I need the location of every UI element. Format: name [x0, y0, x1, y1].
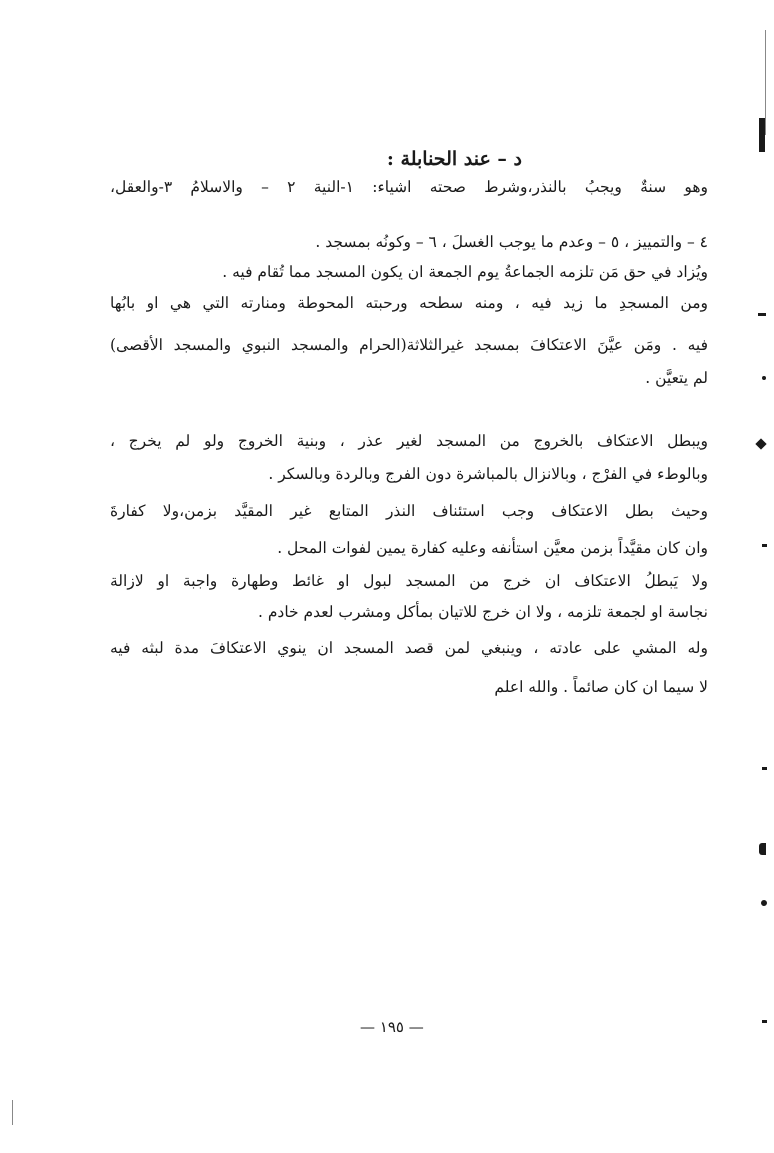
text-line-4: ومن المسجدِ ما زيد فيه ، ومنه سطحه ورحبته المحوطة ومنارته التي هي او بابُها [110, 294, 708, 312]
text-line-1: وهو سنةٌ ويجبُ بالنذر،وشرط صحته اشياء: ١-النية ٢ – والاسلامُ ٣-والعقل، [110, 178, 708, 196]
section-heading: د – عند الحنابلة : [386, 148, 522, 170]
text-line-2: ٤ – والتمييز ، ٥ – وعدم ما يوجب الغسلَ ، ٦ – وكونُه بمسجد . [315, 233, 708, 251]
text-line-14: لا سيما ان كان صائماً . والله اعلم [494, 678, 708, 696]
text-line-5: فيه . ومَن عيَّنَ الاعتكافَ بمسجد غيرالثلاثة(الحرام والمسجد النبوي والمسجد الأقصى) [110, 336, 708, 354]
text-line-10: وان كان مقيَّداً بزمن معيَّن استأنفه وعليه كفارة يمين لفوات المحل . [277, 539, 708, 557]
text-line-7: ويبطل الاعتكاف بالخروج من المسجد لغير عذر ، وبنية الخروج ولو لم يخرج ، [110, 432, 708, 450]
scan-mark-dash [762, 767, 767, 770]
scan-mark-dot [762, 376, 766, 380]
scan-edge-line [765, 30, 766, 135]
text-line-12: نجاسة او لجمعة تلزمه ، ولا ان خرج للاتيان بمأكل ومشرب لعدم خادم . [257, 603, 708, 621]
text-line-6: لم يتعيَّن . [645, 369, 708, 387]
scan-mark-dash [758, 313, 766, 316]
page-number: — ١٩٥ — [360, 1018, 424, 1036]
text-line-3: ويُزاد في حق مَن تلزمه الجماعةُ يوم الجمعة ان يكون المسجد مما تُقام فيه . [222, 263, 708, 281]
text-line-11: ولا يَبطلُ الاعتكاف ان خرج من المسجد لبول او غائط وطهارة واجبة او لازالة [110, 572, 708, 590]
scan-mark-bracket [759, 118, 765, 152]
scan-edge-line [12, 1100, 13, 1125]
scan-mark-dot [761, 900, 767, 906]
text-line-13: وله المشي على عادته ، وينبغي لمن قصد المسجد ان ينوي الاعتكافَ مدة لبثه فيه [110, 639, 708, 657]
scan-mark-blot [759, 843, 766, 855]
text-line-8: وبالوطء في الفرْج ، وبالانزال بالمباشرة دون الفرج وبالردة وبالسكر . [268, 465, 708, 483]
text-line-9: وحيث بطل الاعتكاف وجب استئناف النذر المتابع غير المقيَّد بزمن،ولا كفارةَ [110, 502, 708, 520]
scan-mark-dash [762, 1020, 767, 1023]
scan-mark-dash [762, 544, 767, 547]
scan-mark-arrow [755, 438, 766, 449]
